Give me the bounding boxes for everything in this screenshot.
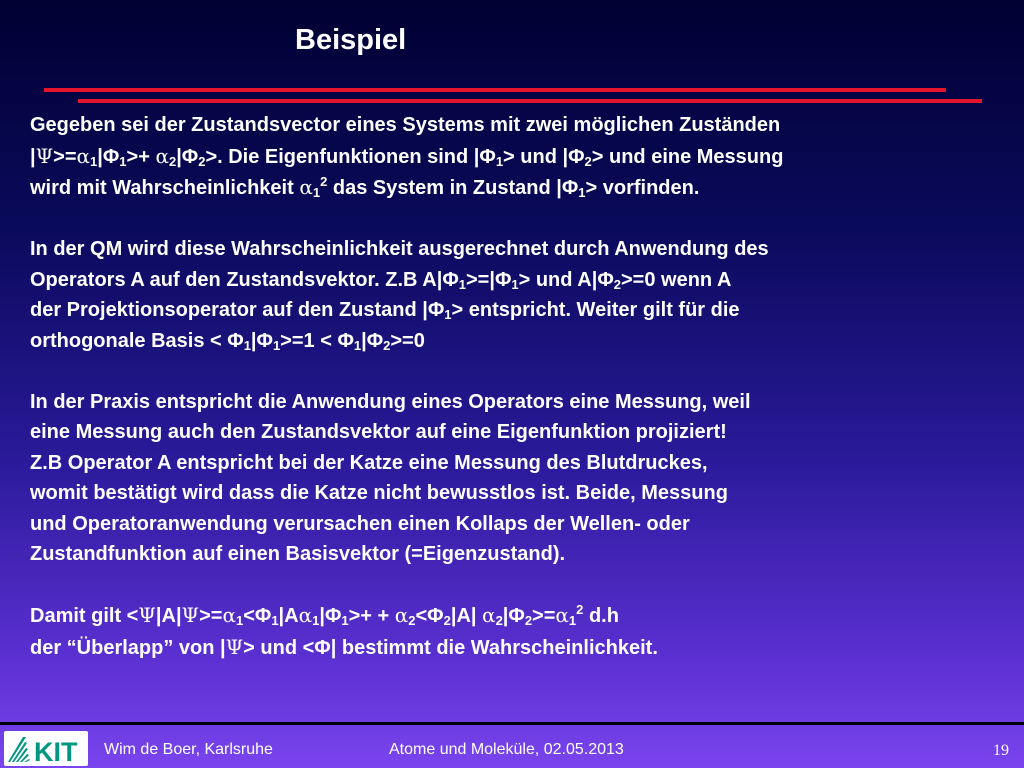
text-line: $|\Psi>=\alpha_1|\Phi_1>+ \alpha_2|\Phi_2>$. Die Eigenfunktionen sind $|\Phi_1>$ und $|\Phi_2>$ und eine Messung <box>30 143 784 169</box>
page-number: 19 <box>993 742 1009 759</box>
paragraph-measurement <box>30 387 1010 570</box>
paragraph-conclusion <box>30 600 1010 663</box>
paragraph-operator <box>30 234 1010 356</box>
text-line: Damit gilt $<\Psi|A|\Psi>=\alpha_1<\Phi_1|A\alpha_1|\Phi_1>+ + \alpha_2<\Phi_2|A|$ $\alpha_2|\Phi_2>=\alpha_1^2$ d.h <box>30 602 619 628</box>
text-line: Z.B Operator A entspricht bei der Katze eine Messung des Blutdruckes, <box>30 451 708 474</box>
text-line: wird mit Wahrscheinlichkeit $\alpha_1^2$ das System in Zustand $|\Phi_1>$ vorfinden. <box>30 174 700 200</box>
kit-logo <box>4 731 88 766</box>
text-line: orthogonale Basis < $\Phi_1|\Phi_1>=1 < \Phi_1|\Phi_2>=0$ <box>30 329 425 353</box>
kit-logo-graphic <box>4 731 88 766</box>
slide-body <box>30 110 1010 663</box>
title-underline-bottom <box>78 99 982 103</box>
text-line: eine Messung auch den Zustandsvektor auf eine Eigenfunktion projiziert! <box>30 421 727 443</box>
title-underline-top <box>44 88 946 92</box>
text-line: Gegeben sei der Zustandsvector eines Systems mit zwei möglichen Zuständen <box>30 114 781 136</box>
text-line: Zustandfunktion auf einen Basisvektor (=Eigenzustand). <box>30 543 566 565</box>
footer-course-date: Atome und Moleküle, 02.05.2013 <box>389 741 624 758</box>
text-line: womit bestätigt wird dass die Katze nicht bewusstlos ist. Beide, Messung <box>30 482 728 504</box>
slide-title: Beispiel <box>295 24 407 56</box>
text-line: der “Überlapp” von |Ψ> und <Φ| bestimmt die Wahrscheinlichkeit. <box>30 634 658 659</box>
text-line: der Projektionsoperator auf den Zustand $|\Phi_1>$ entspricht. Weiter gilt für die <box>30 299 740 322</box>
paragraph-state-vector <box>30 110 1010 204</box>
text-line: In der Praxis entspricht die Anwendung eines Operators eine Messung, weil <box>30 390 751 413</box>
footer-divider <box>0 722 1024 725</box>
svg-text:KIT: KIT <box>34 737 78 766</box>
text-line: und Operatoranwendung verursachen einen Kollaps der Wellen- oder <box>30 512 690 535</box>
text-line: Operators A auf den Zustandsvektor. Z.B $A|\Phi_1>=|\Phi_1>$ und $A|\Phi_2>=0$ wenn A <box>30 268 732 292</box>
text-line: In der QM wird diese Wahrscheinlichkeit ausgerechnet durch Anwendung des <box>30 238 769 260</box>
footer-author: Wim de Boer, Karlsruhe <box>104 741 273 758</box>
